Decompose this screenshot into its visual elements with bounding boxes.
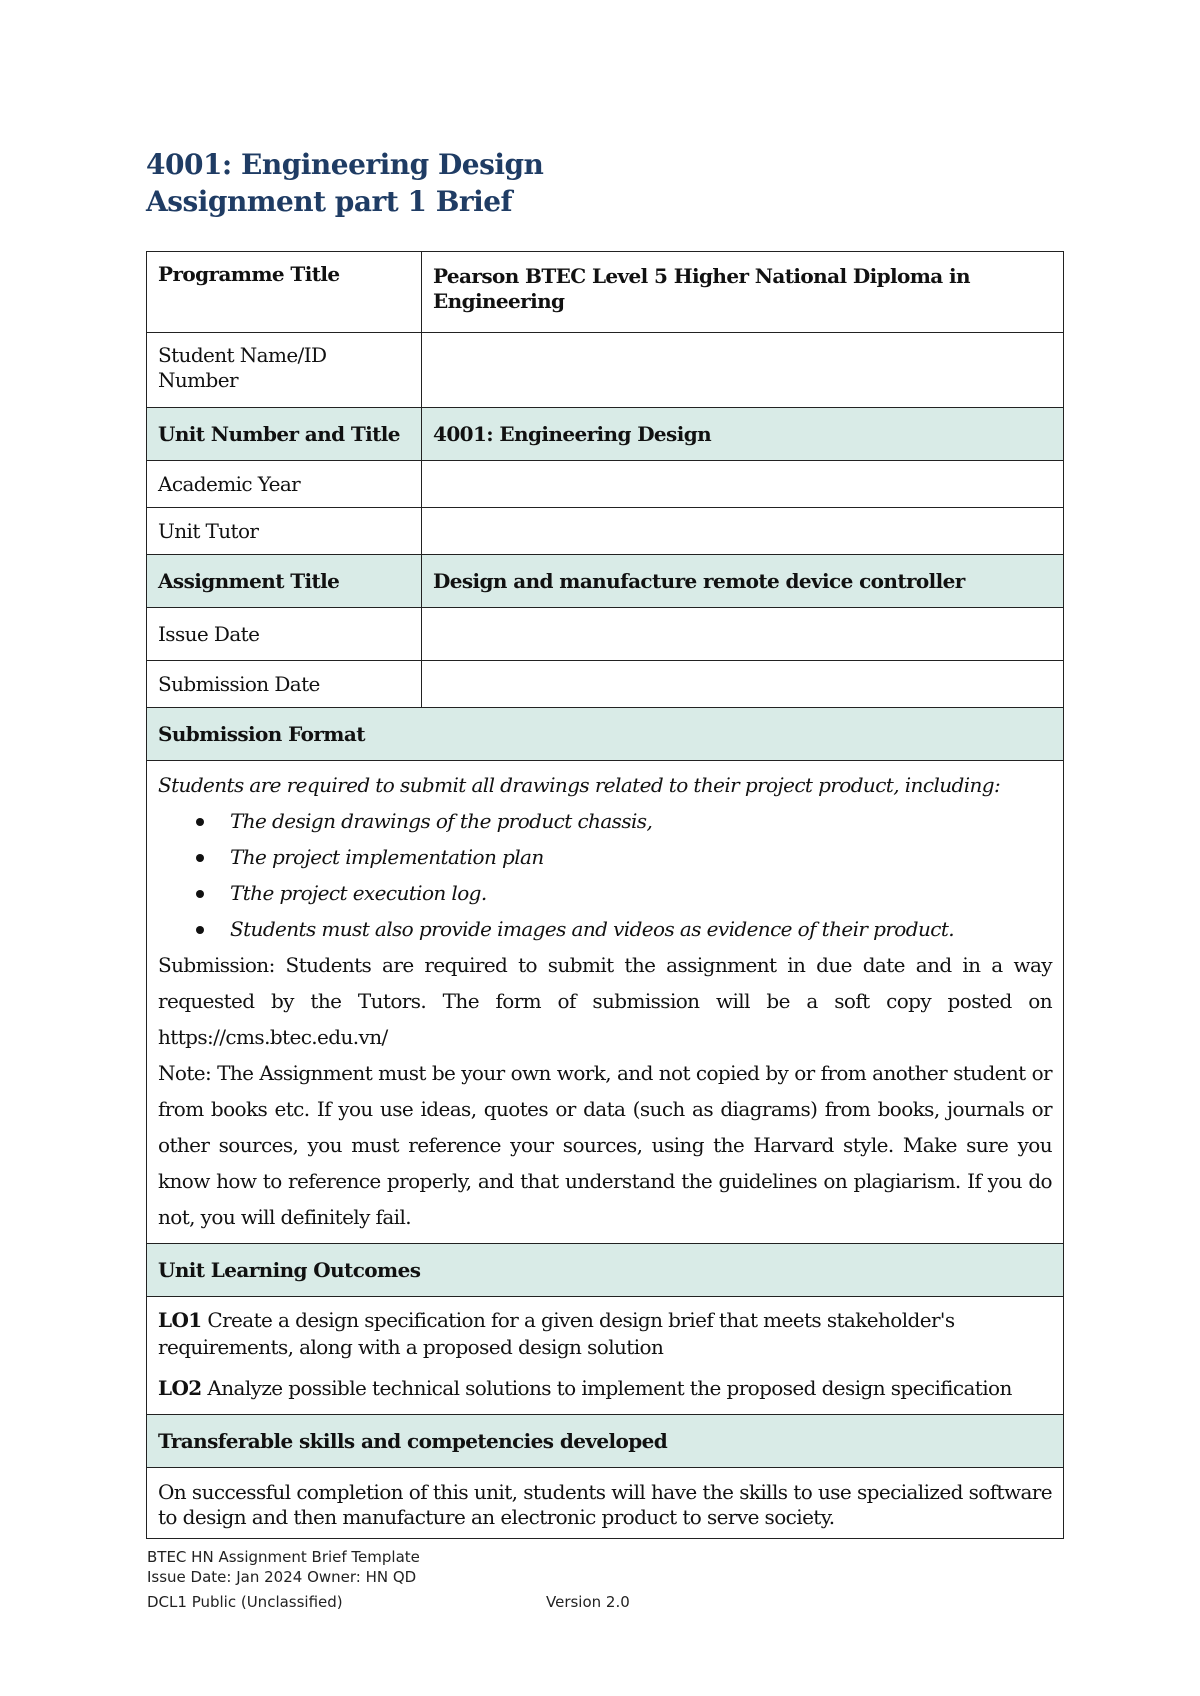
- row-submission-format-heading: [147, 708, 1064, 761]
- footer-template-name: BTEC HN Assignment Brief Template: [147, 1548, 420, 1566]
- list-item: The project implementation plan: [230, 839, 1052, 875]
- row-learning-outcomes-body: [147, 1297, 1064, 1415]
- submission-format-body: [147, 761, 1064, 1244]
- bullet-icon: [196, 926, 204, 934]
- row-submission-date: [147, 661, 1064, 708]
- value-unit-title: 4001: Engineering Design: [422, 408, 1064, 461]
- document-title: [146, 146, 543, 220]
- footer-version: Version 2.0: [546, 1593, 630, 1611]
- label-issue-date: Issue Date: [147, 608, 422, 661]
- row-unit-title: [147, 408, 1064, 461]
- row-student-name: [147, 333, 1064, 408]
- row-skills-body: [147, 1468, 1064, 1539]
- row-academic-year: [147, 461, 1064, 508]
- footer-classification: DCL1 Public (Unclassified): [147, 1593, 343, 1611]
- value-unit-tutor[interactable]: [422, 508, 1064, 555]
- value-academic-year[interactable]: [422, 461, 1064, 508]
- assignment-brief-table: [146, 251, 1064, 1539]
- skills-body: On successful completion of this unit, students will have the skills to use specialized software to design and then manufacture an electronic product to serve society.: [147, 1468, 1064, 1539]
- row-unit-tutor: [147, 508, 1064, 555]
- submission-instructions: Submission: Students are required to submit the assignment in due date and in a way requested by the Tutors. The form of submission will be a soft copy posted on https://cms.btec.edu.vn/: [158, 953, 1052, 1049]
- label-academic-year: Academic Year: [147, 461, 422, 508]
- submission-intro: Students are required to submit all drawings related to their project product, including:: [158, 773, 1001, 797]
- label-unit-title: Unit Number and Title: [147, 408, 422, 461]
- title-brief: Assignment part 1 Brief: [146, 185, 513, 218]
- learning-outcomes-body: [147, 1297, 1064, 1415]
- skills-heading: Transferable skills and competencies developed: [147, 1415, 1064, 1468]
- label-programme-title: Programme Title: [147, 252, 422, 333]
- label-student-name: Student Name/ID Number: [147, 333, 422, 408]
- row-assignment-title: [147, 555, 1064, 608]
- label-submission-date: Submission Date: [147, 661, 422, 708]
- value-issue-date[interactable]: [422, 608, 1064, 661]
- label-unit-tutor: Unit Tutor: [147, 508, 422, 555]
- bullet-icon: [196, 818, 204, 826]
- row-learning-outcomes-heading: [147, 1244, 1064, 1297]
- learning-outcome-2: LO2 Analyze possible technical solutions to implement the proposed design specification: [158, 1376, 1012, 1400]
- learning-outcome-1: LO1 Create a design specification for a given design brief that meets stakeholder's requirements, along with a proposed design solution: [158, 1308, 955, 1359]
- bullet-icon: [196, 854, 204, 862]
- value-submission-date[interactable]: [422, 661, 1064, 708]
- row-programme-title: [147, 252, 1064, 333]
- learning-outcomes-heading: Unit Learning Outcomes: [147, 1244, 1064, 1297]
- value-programme-title: Pearson BTEC Level 5 Higher National Diploma in Engineering: [422, 252, 1064, 333]
- row-submission-format-body: [147, 761, 1064, 1244]
- title-unit: 4001: Engineering Design: [146, 148, 544, 181]
- list-item: Students must also provide images and videos as evidence of their product.: [230, 911, 1052, 947]
- value-student-name[interactable]: [422, 333, 1064, 408]
- submission-format-heading: Submission Format: [147, 708, 1064, 761]
- required-items-list: [158, 803, 1052, 947]
- list-item: The design drawings of the product chassis,: [230, 803, 1052, 839]
- plagiarism-note: Note: The Assignment must be your own work, and not copied by or from another student or from books etc. If you use ideas, quotes or data (such as diagrams) from books, journals or other sources, you must reference your sources, using the Harvard style. Make sure you know how to reference properly, and that understand the guidelines on plagiarism. If you do not, you will definitely fail.: [158, 1061, 1052, 1229]
- label-assignment-title: Assignment Title: [147, 555, 422, 608]
- bullet-icon: [196, 890, 204, 898]
- list-item: Tthe project execution log.: [230, 875, 1052, 911]
- value-assignment-title: Design and manufacture remote device controller: [422, 555, 1064, 608]
- row-issue-date: [147, 608, 1064, 661]
- footer-issue-owner: Issue Date: Jan 2024 Owner: HN QD: [147, 1568, 417, 1586]
- row-skills-heading: [147, 1415, 1064, 1468]
